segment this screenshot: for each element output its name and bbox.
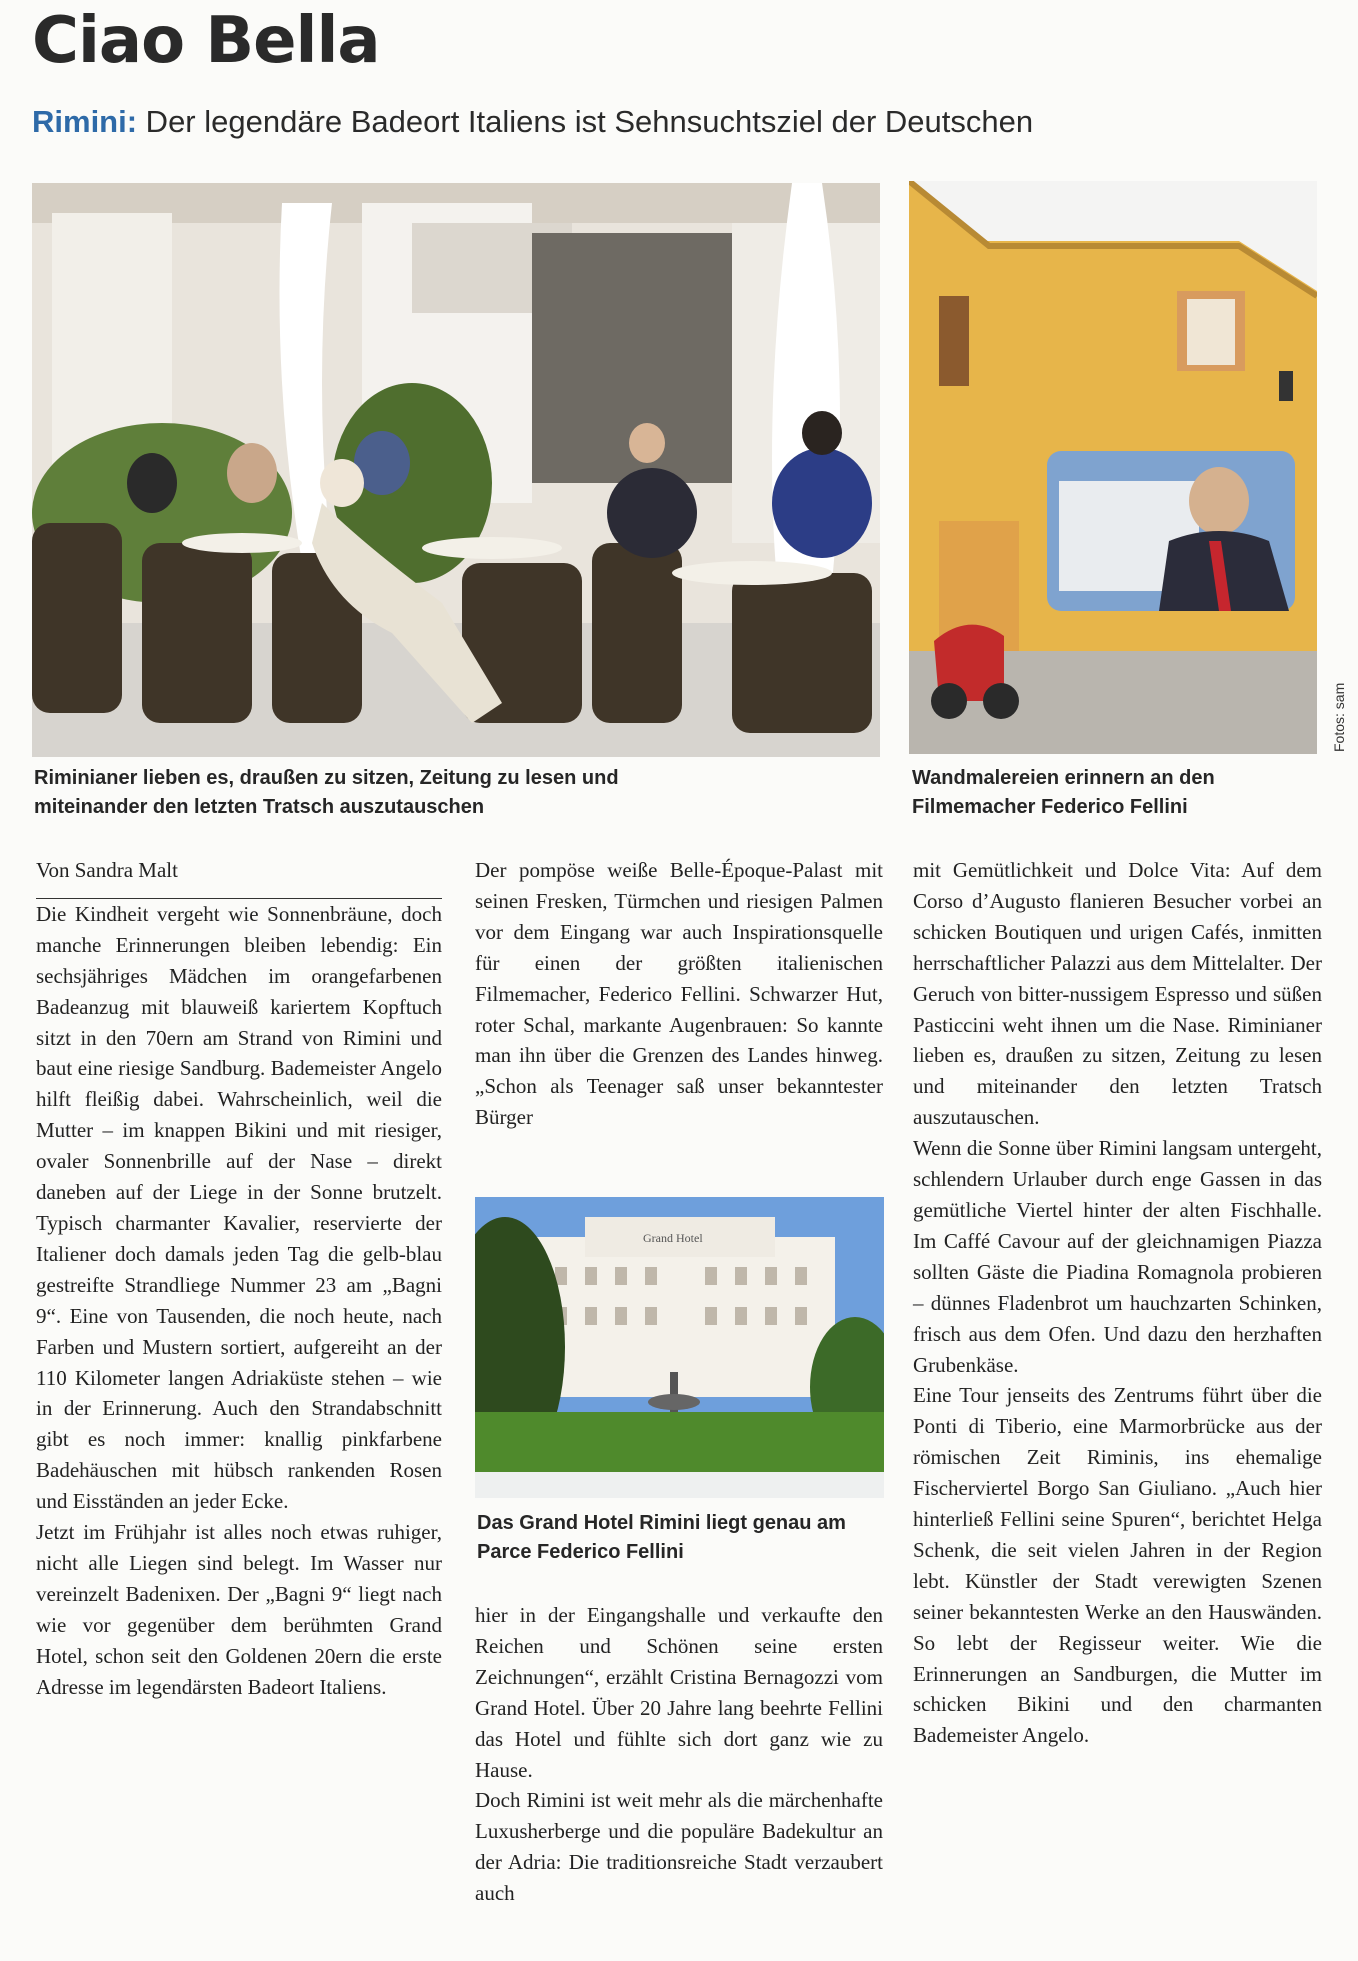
article-paragraph: Wenn die Sonne über Rimini langsam untergeht, schlendern Urlauber durch enge Gassen in das gemütliche Viertel hinter der alten Fischhalle. Im Caffé Cavour auf der gleichnamigen Piazza sollten Gäste die Piadina Romagnola probieren – dünnes Fladenbrot um hauchzarten Schinken, frisch aus dem Ofen. Und dazu den herzhaften Grubenkäse. — [913, 1136, 1322, 1377]
article-column-2-bottom — [475, 1600, 883, 1909]
article-byline: Von Sandra Malt — [36, 855, 442, 899]
article-title: Ciao Bella — [32, 4, 380, 78]
subtitle-text: Der legendäre Badeort Italiens ist Sehnsuchtsziel der Deutschen — [137, 104, 1034, 139]
article-paragraph: Jetzt im Frühjahr ist alles noch etwas ruhiger, nicht alle Liegen sind belegt. Im Wasser nur vereinzelt Badenixen. Der „Bagni 9“ liegt nach wie vor gegenüber dem berühmten Grand Hotel, schon seit den Goldenen 20ern die erste Adresse im legendärsten Badeort Italiens. — [36, 1520, 442, 1699]
article-paragraph: mit Gemütlichkeit und Dolce Vita: Auf dem Corso d’Augusto flanieren Besucher vorbei an schicken Boutiquen und urigen Cafés, inmitten herrschaftlicher Palazzi aus dem Mittelalter. Der Geruch von bitter-nussigem Espresso und süßen Pasticcini weht ihnen um die Nase. Riminianer lieben es, draußen zu sitzen, Zeitung zu lesen und miteinander den letzten Tratsch auszutauschen. — [913, 858, 1322, 1130]
cafe-photo-caption: Riminianer lieben es, draußen zu sitzen, Zeitung zu lesen und miteinander den letzten Tratsch auszutauschen — [34, 767, 619, 818]
article-paragraph: Der pompöse weiße Belle-Époque-Palast mit seinen Fresken, Türmchen und riesigen Palmen vor dem Eingang war auch Inspirationsquelle für einen der größten italienischen Filmemacher, Federico Fellini. Schwarzer Hut, roter Schal, markante Augenbrauen: So kannte man ihn über die Grenzen des Landes hinweg. „Schon als Teenager saß unser bekanntester Bürger — [475, 858, 883, 1130]
article-subtitle — [32, 104, 1033, 140]
cafe-terrace-photo — [32, 183, 880, 757]
grand-hotel-photo — [475, 1197, 884, 1498]
article-column-2-top — [475, 855, 883, 1133]
photo-credit: Fotos: sam — [1331, 682, 1347, 752]
hotel-sign-text: Grand Hotel — [643, 1231, 703, 1245]
article-paragraph: Die Kindheit vergeht wie Sonnenbräune, doch manche Erinnerungen bleiben lebendig: Ein sechsjähriges Mädchen im orangefarbenen Badeanzug mit blauweiß kariertem Kopftuch sitzt in den 70ern am Strand von Rimini und baut eine riesige Sandburg. Bademeister Angelo hilft fleißig dabei. Wahrscheinlich, weil die Mutter – im knappen Bikini und mit riesiger, ovaler Sonnenbrille auf der Nase – direkt daneben auf der Liege in der Sonne brutzelt. Typisch charmanter Kavalier, reservierte der Italiener doch damals jeden Tag die gelb-blau gestreifte Strandliege Nummer 23 am „Bagni 9“. Eine von Tausenden, die noch heute, nach Farben und Mustern sortiert, aufgereiht an der 110 Kilometer langen Adriaküste stehen – wie in der Erinnerung. Auch den Strandabschnitt gibt es noch immer: knallig pinkfarbene Badehäuschen mit hübsch rankenden Rosen und Eisständen an jeder Ecke. — [36, 901, 442, 1514]
article-column-3 — [913, 855, 1322, 1751]
article-paragraph: Eine Tour jenseits des Zentrums führt über die Ponti di Tiberio, eine Marmorbrücke aus der römischen Zeit Riminis, ins ehemalige Fischerviertel Borgo San Giuliano. „Auch hier hinterließ Fellini seine Spuren“, berichtet Helga Schenk, die seit vielen Jahren in der Region lebt. Künstler der Stadt verewigten Szenen seiner bekanntesten Werke an den Hauswänden. So lebt der Regisseur weiter. Wie die Erinnerungen an Sandburgen, die Mutter im schicken Bikini und den charmanten Bademeister Angelo. — [913, 1383, 1322, 1748]
hotel-photo-caption: Das Grand Hotel Rimini liegt genau am Parce Federico Fellini — [477, 1512, 846, 1563]
subtitle-keyword: Rimini: — [32, 104, 138, 139]
fellini-mural-photo — [909, 181, 1317, 754]
mural-photo-caption: Wandmalereien erinnern an den Filmemacher Federico Fellini — [912, 767, 1215, 818]
article-paragraph: Doch Rimini ist weit mehr als die märchenhafte Luxusherberge und die populäre Badekultur an der Adria: Die traditionsreiche Stadt verzaubert auch — [475, 1788, 883, 1906]
article-column-1 — [36, 855, 442, 1702]
article-paragraph: hier in der Eingangshalle und verkaufte den Reichen und Schönen seine ersten Zeichnungen“, erzählt Cristina Bernagozzi vom Grand Hotel. Über 20 Jahre lang beehrte Fellini das Hotel und fühlte sich dort ganz wie zu Hause. — [475, 1603, 883, 1782]
